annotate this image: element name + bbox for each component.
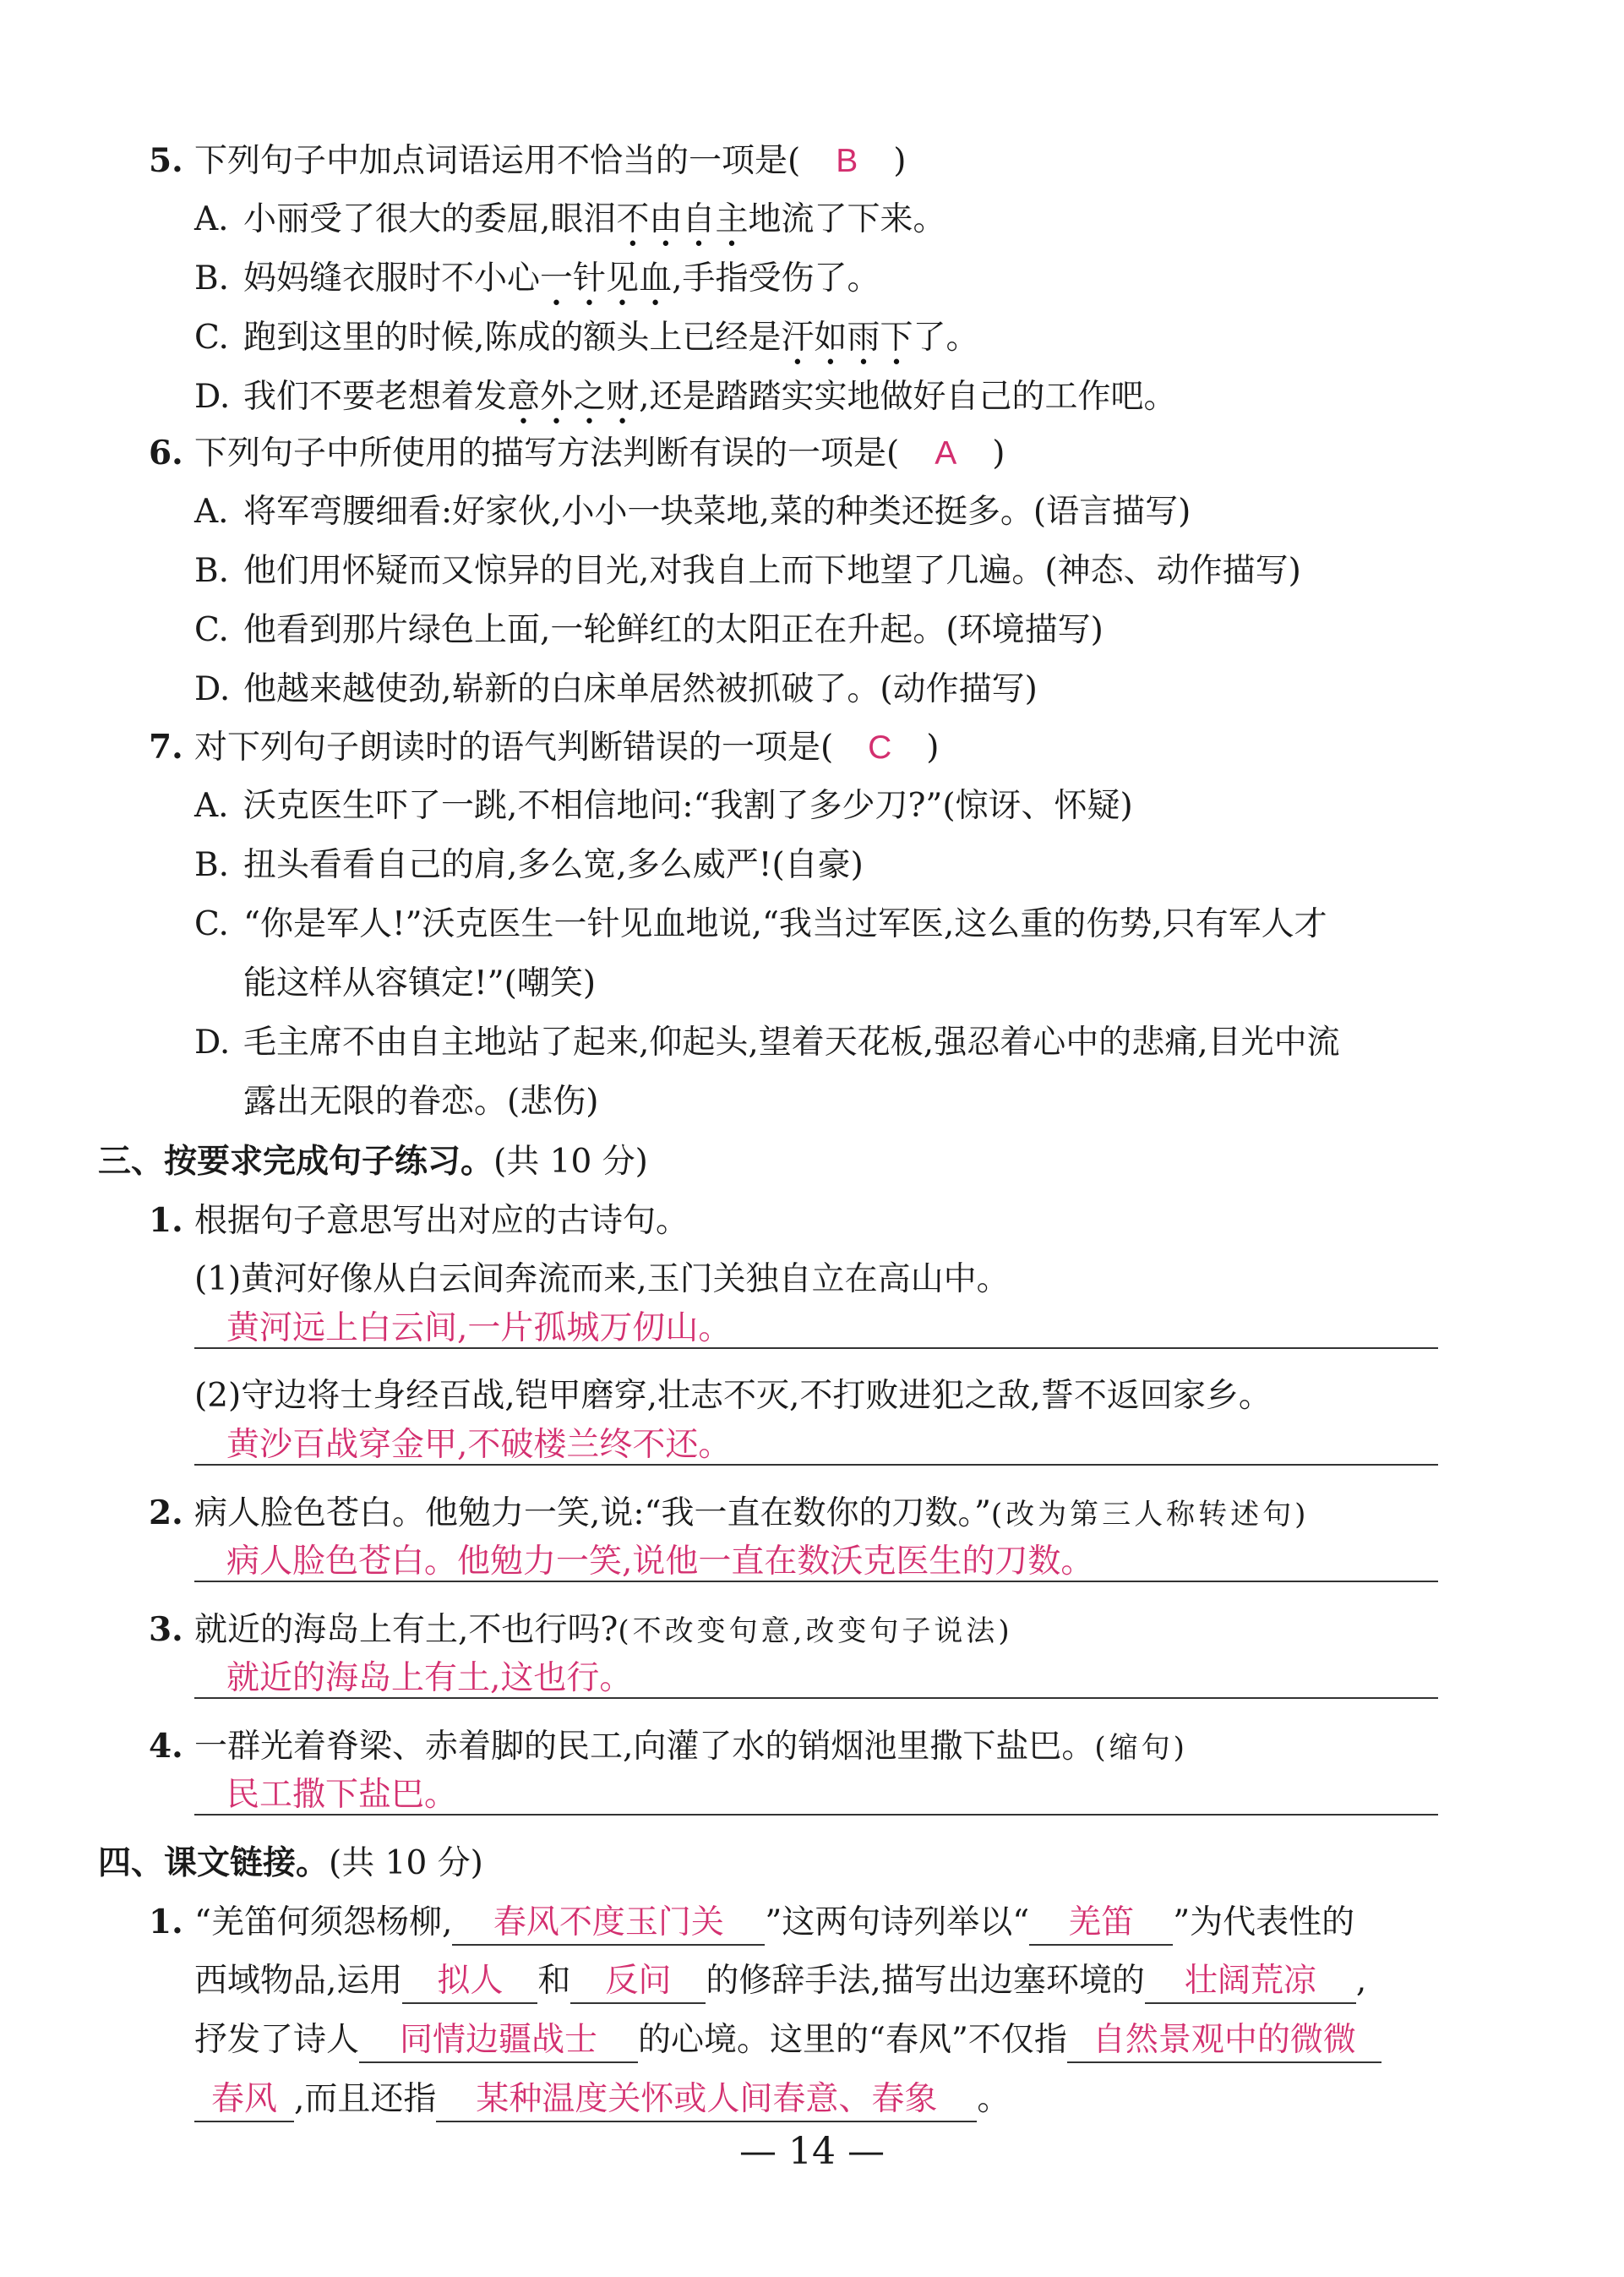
emphasis-dotted-char: 主 xyxy=(715,200,749,238)
s3-q1-sub2: (2)守边将士身经百战,铠甲磨穿,壮志不灭,不打败进犯之敌,誓不返回家乡。 xyxy=(194,1377,1272,1415)
option-letter: D. xyxy=(194,378,231,416)
answer-choice: B xyxy=(836,143,858,179)
question-5-stem: 5. 下列句子中加点词语运用不恰当的一项是( B ) xyxy=(149,137,906,185)
emphasis-dotted-char: 下 xyxy=(880,319,913,357)
emphasis-dotted-char: 不 xyxy=(616,200,650,238)
q7-option-d-cont: 露出无限的眷恋。(悲伤) xyxy=(243,1083,599,1121)
emphasis-dotted-char: 见 xyxy=(606,259,640,298)
q5-option-d: D. 我们不要老想着发意外之财,还是踏踏实实地做好自己的工作吧。 xyxy=(194,374,1176,421)
q7-option-a: A. 沃克医生吓了一跳,不相信地问:“我割了多少刀?”(惊讶、怀疑) xyxy=(194,787,1133,825)
answer-line xyxy=(194,1697,1438,1699)
s3-q4-answer: 民工撒下盐巴。 xyxy=(226,1776,458,1814)
option-letter: C. xyxy=(194,319,229,357)
q5-option-a: A. 小丽受了很大的委屈,眼泪不由自主地流了下来。 xyxy=(194,196,946,243)
answer-line xyxy=(194,1464,1438,1466)
q7-option-d: D. 毛主席不由自主地站了起来,仰起头,望着天花板,强忍着心中的悲痛,目光中流 xyxy=(194,1024,1340,1062)
emphasis-dotted-char: 财 xyxy=(606,378,640,416)
s4-q1-line4: 春风 ,而且还指 某种温度关怀或人间春意、春象 。 xyxy=(194,2076,1010,2123)
q6-option-c: C. 他看到那片绿色上面,一轮鲜红的太阳正在升起。(环境描写) xyxy=(194,611,1104,649)
question-6-stem: 6. 下列句子中所使用的描写方法判断有误的一项是( A ) xyxy=(149,429,1005,478)
q7-option-c-cont: 能这样从容镇定!”(嘲笑) xyxy=(243,964,597,1002)
section-3-title: 三、按要求完成句子练习。(共 10 分) xyxy=(98,1142,648,1181)
answer-choice: A xyxy=(935,435,957,472)
q7-option-c: C. “你是军人!”沃克医生一针见血地说,“我当过军医,这么重的伤势,只有军人才 xyxy=(194,905,1327,943)
option-letter: B. xyxy=(194,259,230,298)
emphasis-dotted-char: 雨 xyxy=(847,319,880,357)
s3-q2-answer: 病人脸色苍白。他勉力一笑,说他一直在数沃克医生的刀数。 xyxy=(226,1543,1094,1581)
answer-line xyxy=(194,1347,1438,1349)
s3-question-3: 3. 就近的海岛上有土,不也行吗?(不改变句意,改变句子说法) xyxy=(149,1610,1013,1649)
s3-q1-answer1: 黄河远上白云间,一片孤城万仞山。 xyxy=(226,1309,732,1347)
q7-option-b: B. 扭头看看自己的肩,多么宽,多么威严!(自豪) xyxy=(194,846,864,884)
q6-option-b: B. 他们用怀疑而又惊异的目光,对我自上而下地望了几遍。(神态、动作描写) xyxy=(194,552,1301,590)
s4-q1-line2: 西域物品,运用 拟人 和 反问 的修辞手法,描写出边塞环境的 壮阔荒凉 , xyxy=(194,1958,1366,2005)
s3-q1-answer2: 黄沙百战穿金甲,不破楼兰终不还。 xyxy=(226,1426,732,1464)
q5-option-b: B. 妈妈缝衣服时不小心一针见血,手指受伤了。 xyxy=(194,255,880,303)
section-4-title: 四、课文链接。(共 10 分) xyxy=(98,1843,483,1882)
emphasis-dotted-char: 如 xyxy=(814,319,847,357)
answer-line xyxy=(194,1581,1438,1582)
emphasis-dotted-char: 汗 xyxy=(781,319,815,357)
answer-choice: C xyxy=(868,729,892,766)
s4-q1-line3: 抒发了诗人 同情边疆战士 的心境。这里的“春风”不仅指 自然景观中的微微 xyxy=(194,2017,1381,2064)
q6-option-a: A. 将军弯腰细看:好家伙,小小一块菜地,菜的种类还挺多。(语言描写) xyxy=(194,493,1191,531)
q5-option-c: C. 跑到这里的时候,陈成的额头上已经是汗如雨下了。 xyxy=(194,314,978,362)
s4-q1-line1: 1. “羌笛何须怨杨柳, 春风不度玉门关 ”这两句诗列举以“ 羌笛 ”为代表性的 xyxy=(149,1898,1354,1947)
emphasis-dotted-char: 针 xyxy=(573,259,607,298)
s3-q1-sub1: (1)黄河好像从白云间奔流而来,玉门关独自立在高山中。 xyxy=(194,1260,1010,1298)
option-letter: A. xyxy=(194,200,229,238)
emphasis-dotted-char: 一 xyxy=(540,259,574,298)
emphasis-dotted-char: 由 xyxy=(649,200,683,238)
emphasis-dotted-char: 血 xyxy=(639,259,673,298)
page-number: — 14 — xyxy=(739,2130,885,2173)
s3-question-1: 1. 根据句子意思写出对应的古诗句。 xyxy=(149,1201,689,1240)
q6-option-d: D. 他越来越使劲,崭新的白床单居然被抓破了。(动作描写) xyxy=(194,670,1038,708)
s3-question-2: 2. 病人脸色苍白。他勉力一笑,说:“我一直在数你的刀数。”(改为第三人称转述句) xyxy=(149,1493,1310,1532)
emphasis-dotted-char: 意 xyxy=(507,378,541,416)
emphasis-dotted-char: 自 xyxy=(682,200,716,238)
emphasis-dotted-char: 外 xyxy=(540,378,574,416)
answer-line xyxy=(194,1814,1438,1816)
question-7-stem: 7. 对下列句子朗读时的语气判断错误的一项是( C ) xyxy=(149,724,939,772)
s3-q3-answer: 就近的海岛上有土,这也行。 xyxy=(226,1659,633,1697)
s3-question-4: 4. 一群光着脊梁、赤着脚的民工,向灌了水的销烟池里撒下盐巴。(缩句) xyxy=(149,1727,1188,1766)
question-number: 5. xyxy=(149,141,183,180)
emphasis-dotted-char: 之 xyxy=(573,378,607,416)
